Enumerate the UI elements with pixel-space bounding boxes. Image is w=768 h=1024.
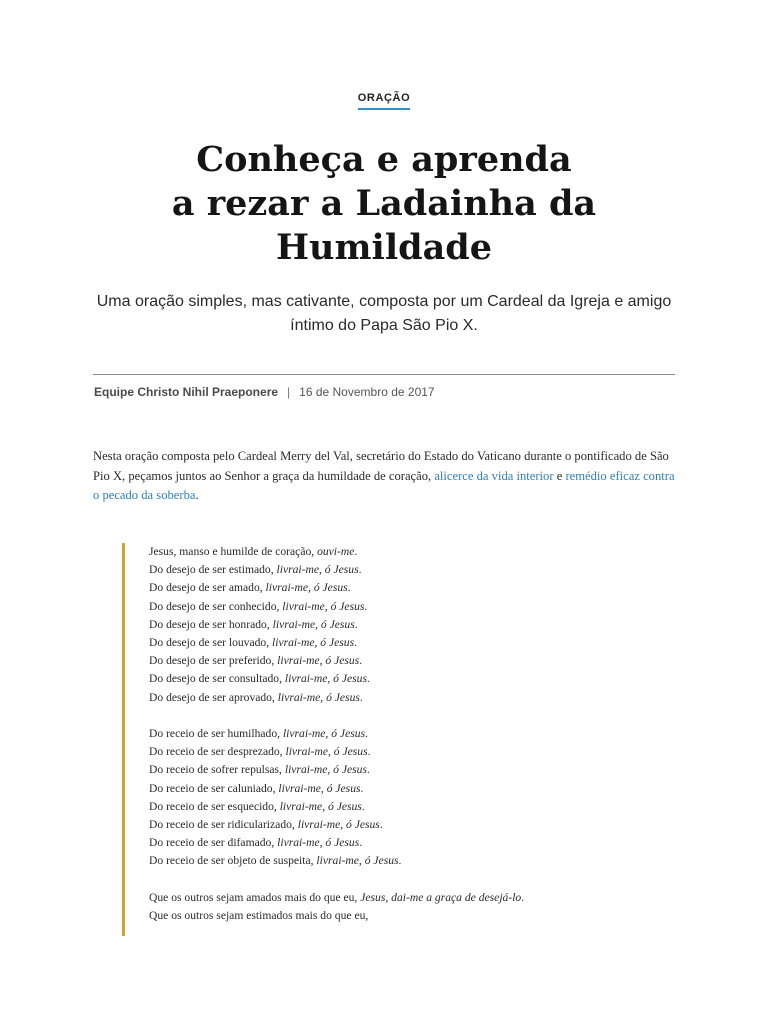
- prayer-invocation: Jesus, manso e humilde de coração,: [149, 545, 318, 558]
- prayer-line: [149, 634, 682, 652]
- prayer-response: livrai-me, ó Jesus: [272, 636, 355, 650]
- intro-text: Nesta oração composta pelo Cardeal Merry del Val, secretário do Estado do Vaticano durante o pontificado de São Pio X, peçamos juntos ao Senhor a graça da humildade de coração,: [93, 449, 669, 483]
- prayer-punctuation: .: [367, 745, 371, 759]
- prayer-response: Jesus, dai-me a graça de desejá-lo: [360, 890, 522, 904]
- prayer-punctuation: .: [354, 617, 358, 631]
- prayer-line: [149, 670, 682, 688]
- prayer-response: livrai-me, ó Jesus: [284, 672, 367, 686]
- prayer-punctuation: .: [365, 727, 368, 741]
- prayer-invocation: Do desejo de ser consultado,: [149, 672, 285, 686]
- prayer-invocation: Do desejo de ser conhecido,: [149, 599, 283, 613]
- prayer-invocation: Do receio de ser esquecido,: [149, 799, 280, 813]
- prayer-line: [149, 579, 682, 597]
- prayer-response: livrai-me, ó Jesus: [282, 599, 365, 613]
- title-line: Conheça e aprenda: [196, 139, 572, 180]
- prayer-invocation: Do receio de ser desprezado,: [149, 745, 286, 759]
- prayer-response: ouvi-me: [317, 545, 355, 558]
- prayer-punctuation: .: [359, 690, 363, 704]
- prayer-response: livrai-me, ó Jesus: [265, 581, 348, 595]
- publish-date: 16 de Novembro de 2017: [299, 385, 435, 399]
- byline: [94, 385, 435, 399]
- prayer-line: [149, 907, 682, 925]
- prayer-line: [149, 852, 682, 870]
- author-link[interactable]: Equipe Christo Nihil Praeponere: [94, 385, 279, 399]
- prayer-invocation: Do desejo de ser honrado,: [149, 617, 273, 631]
- prayer-invocation: Do receio de ser caluniado,: [149, 781, 279, 795]
- prayer-line: [149, 798, 682, 816]
- prayer-invocation: Do desejo de ser preferido,: [149, 654, 278, 668]
- prayer-response: livrai-me, ó Jesus: [285, 745, 368, 759]
- prayer-blockquote: [122, 543, 682, 936]
- prayer-punctuation: .: [359, 654, 363, 668]
- prayer-response: livrai-me, ó Jesus: [284, 763, 367, 777]
- prayer-line: [149, 689, 682, 707]
- prayer-response: livrai-me, ó Jesus: [297, 818, 380, 832]
- prayer-invocation: Do desejo de ser louvado,: [149, 636, 272, 650]
- prayer-response: livrai-me, ó Jesus: [276, 563, 359, 577]
- prayer-line: [149, 780, 682, 798]
- prayer-stanza: [149, 889, 682, 925]
- prayer-line: [149, 561, 682, 579]
- link-remedio-soberba[interactable]: remédio eficaz contra o pecado da soberba: [93, 468, 675, 502]
- prayer-invocation: Do receio de ser humilhado,: [149, 727, 283, 741]
- category-link[interactable]: ORAÇÃO: [358, 92, 411, 110]
- prayer-punctuation: .: [361, 799, 365, 813]
- prayer-line: [149, 743, 682, 761]
- prayer-response: livrai-me, ó Jesus: [316, 854, 399, 868]
- prayer-line: [149, 816, 682, 834]
- prayer-invocation: Do receio de sofrer repulsas,: [149, 763, 285, 777]
- prayer-stanza: [149, 543, 682, 707]
- prayer-invocation: Que os outros sejam amados mais do que eu,: [149, 890, 361, 904]
- prayer-punctuation: .: [358, 563, 362, 577]
- prayer-line: [149, 598, 682, 616]
- prayer-punctuation: .: [521, 890, 525, 904]
- category-header: [0, 88, 768, 110]
- prayer-punctuation: .: [354, 636, 358, 650]
- prayer-punctuation: .: [360, 781, 364, 795]
- prayer-punctuation: .: [364, 599, 368, 613]
- prayer-punctuation: .: [398, 854, 402, 868]
- prayer-response: livrai-me, ó Jesus: [277, 690, 360, 704]
- prayer-invocation: Do receio de ser difamado,: [149, 836, 278, 850]
- article-title: [84, 138, 684, 270]
- prayer-punctuation: .: [366, 763, 370, 777]
- prayer-invocation: Do desejo de ser aprovado,: [149, 690, 278, 704]
- prayer-response: livrai-me, ó Jesus: [277, 836, 360, 850]
- prayer-response: livrai-me, ó Jesus: [282, 727, 366, 741]
- title-line: Humildade: [275, 227, 493, 268]
- prayer-response: livrai-me, ó Jesus: [278, 781, 361, 795]
- header-divider: [93, 374, 675, 375]
- prayer-punctuation: .: [347, 581, 351, 595]
- prayer-line: [149, 616, 682, 634]
- intro-text: e: [553, 468, 566, 483]
- prayer-punctuation: .: [379, 818, 383, 832]
- prayer-line: [149, 889, 682, 907]
- prayer-invocation: Do desejo de ser estimado,: [149, 563, 277, 577]
- prayer-response: livrai-me, ó Jesus: [279, 799, 362, 813]
- prayer-invocation: Do receio de ser objeto de suspeita,: [149, 854, 317, 868]
- intro-paragraph: [93, 447, 675, 506]
- prayer-invocation: Que os outros sejam estimados mais do que eu,: [149, 909, 369, 923]
- prayer-line: [149, 543, 682, 561]
- link-vida-interior[interactable]: alicerce da vida interior: [434, 468, 554, 483]
- prayer-line: [149, 725, 682, 743]
- prayer-punctuation: .: [354, 545, 358, 558]
- article-subtitle: Uma oração simples, mas cativante, composta por um Cardeal da Igreja e amigo íntimo do Papa São Pio X.: [96, 293, 672, 334]
- prayer-invocation: Do receio de ser ridicularizado,: [149, 818, 298, 832]
- prayer-punctuation: .: [359, 836, 363, 850]
- prayer-line: [149, 652, 682, 670]
- prayer-response: livrai-me, ó Jesus: [272, 617, 355, 631]
- prayer-response: livrai-me, ó Jesus: [277, 654, 360, 668]
- prayer-invocation: Do desejo de ser amado,: [149, 581, 266, 595]
- title-line: a rezar a Ladainha da: [171, 183, 597, 224]
- prayer-line: [149, 834, 682, 852]
- intro-text: .: [195, 488, 199, 502]
- byline-separator: |: [287, 385, 291, 399]
- prayer-punctuation: .: [366, 672, 370, 686]
- prayer-stanza: [149, 725, 682, 871]
- prayer-line: [149, 761, 682, 779]
